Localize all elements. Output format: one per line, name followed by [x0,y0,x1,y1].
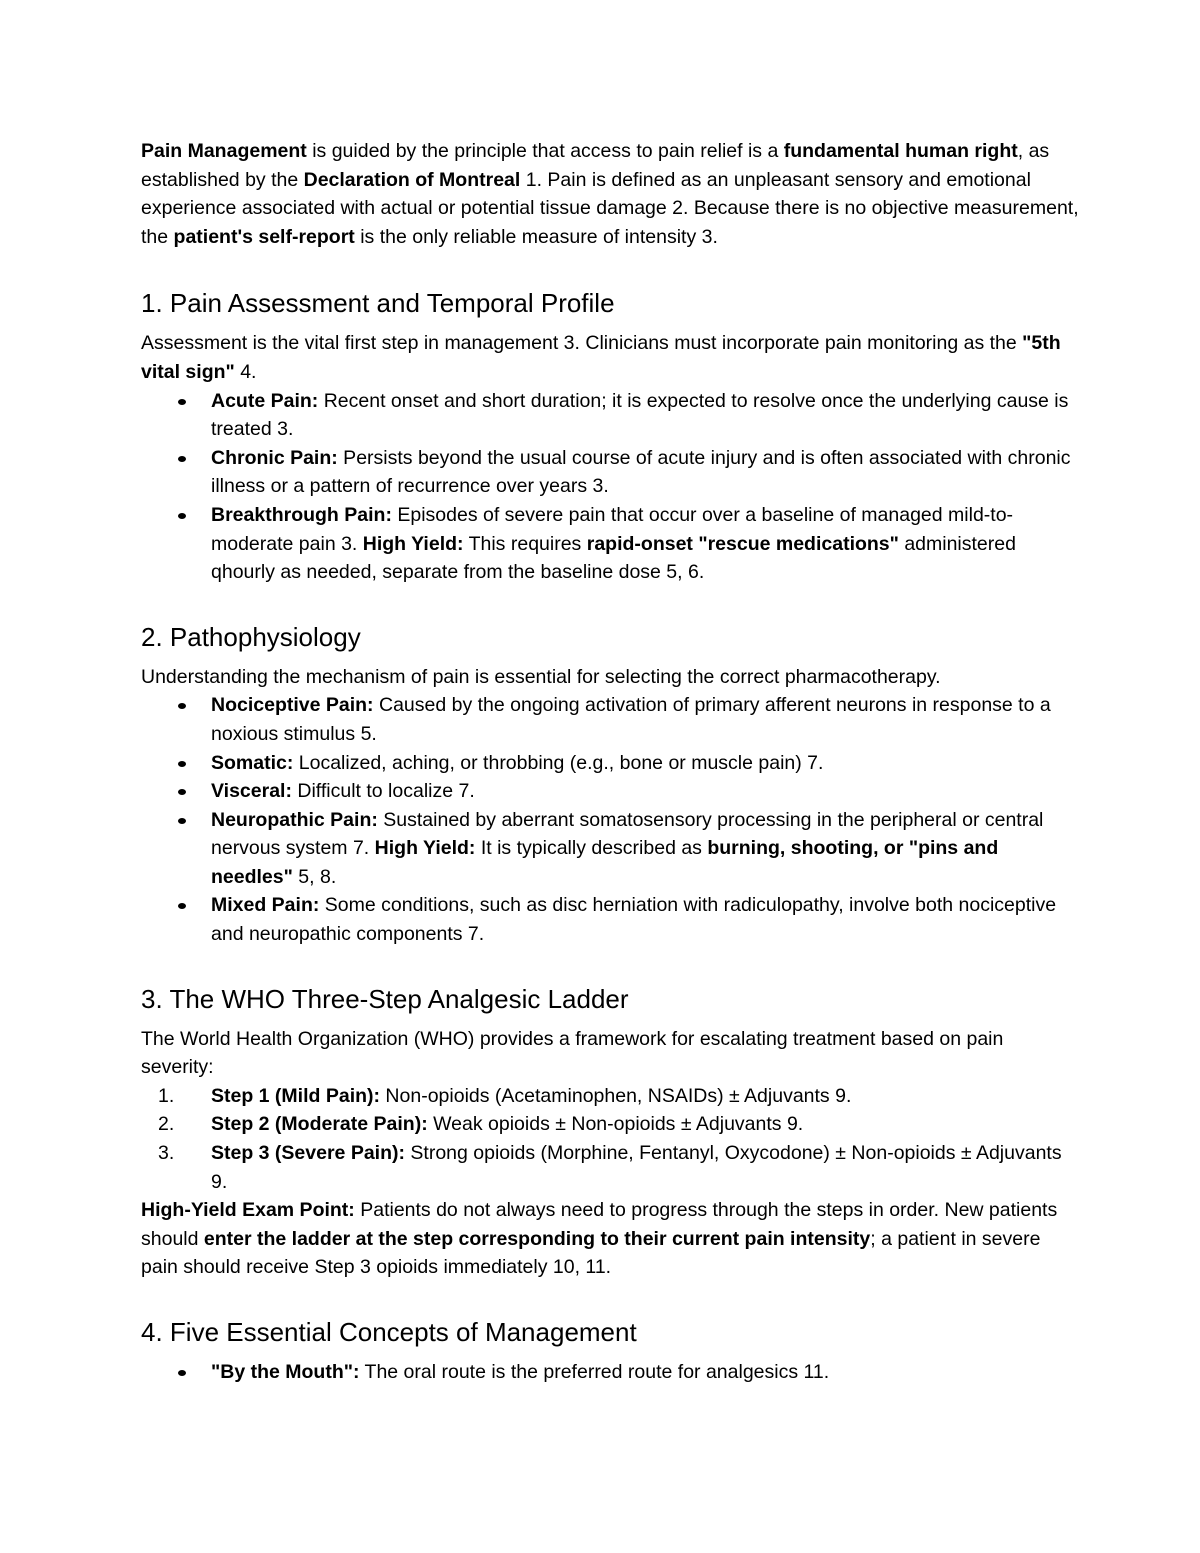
item-label: Step 3 (Severe Pain): [211,1142,405,1165]
item-text: Difficult to localize 7. [291,780,475,803]
section-five-concepts [141,1316,1080,1387]
list-item [141,1082,1080,1111]
item-text: Non-opioids (Acetaminophen, NSAIDs) ± Adjuvants 9. [380,1084,852,1107]
term-fundamental-right: fundamental human right [783,140,1018,162]
section-heading: 4. Five Essential Concepts of Management [141,1317,637,1347]
item-label: Step 2 (Moderate Pain): [211,1113,428,1136]
list-item [141,777,1080,806]
item-text: Sustained by aberrant somatosensory processing in the peripheral or central nervous system 7. [211,808,1044,860]
item-number: 2. [158,1113,175,1136]
item-label: "By the Mouth": [211,1361,360,1383]
item-text: Strong opioids (Morphine, Fentanyl, Oxycodone) ± Non-opioids ± Adjuvants 9. [211,1142,1062,1193]
item-label: Nociceptive Pain: [211,694,374,717]
term-declaration-montreal: Declaration of Montreal [303,168,521,191]
list-item [141,1358,1080,1387]
exam-point-label: High-Yield Exam Point: [141,1199,355,1222]
item-label: Breakthrough Pain: [211,503,392,526]
intro-paragraph [141,137,1080,251]
item-text: This requires [463,532,587,555]
item-text: Localized, aching, or throbbing (e.g., bone or muscle pain) 7. [293,751,824,774]
item-number: 3. [158,1142,175,1165]
section-paragraph [141,329,1080,386]
section-heading: 2. Pathophysiology [141,621,361,652]
bullet-list [141,387,1080,587]
item-emphasis: enter the ladder at the step corresponding to their current pain intensity [203,1227,871,1250]
item-label: Step 1 (Mild Pain): [211,1084,381,1107]
item-text: Caused by the ongoing activation of primary afferent neurons in response to a noxious stimulus 5. [211,694,1051,745]
item-text: Recent onset and short duration; it is expected to resolve once the underlying cause is treated 3. [211,389,1069,441]
paragraph-text: Assessment is the vital first step in management 3. Clinicians must incorporate pain monitoring as the [141,332,1023,355]
item-text: Weak opioids ± Non-opioids ± Adjuvants 9. [427,1113,804,1136]
bullet-list [141,691,1080,948]
section-heading: 1. Pain Assessment and Temporal Profile [141,288,615,319]
item-label: Somatic: [211,751,294,774]
intro-text: 1. Pain is defined as an unpleasant sensory and emotional experience associated with actual or potential tissue damage 2. Because there is no objective measurement, the [141,168,1079,248]
section-paragraph: Understanding the mechanism of pain is essential for selecting the correct pharmacotherapy. [141,665,941,688]
paragraph-text: ; a patient in severe pain should receive Step 3 opioids immediately 10, 11. [141,1227,1041,1279]
item-text: Persists beyond the usual course of acute injury and is often associated with chronic illness or a pattern of recurrence over years 3. [211,446,1071,498]
section-who-ladder [141,983,1080,1282]
section-pathophysiology [141,621,1080,949]
paragraph-text: 4. [234,360,257,383]
item-text: Episodes of severe pain that occur over a baseline of managed mild-to-moderate pain 3. [211,503,1014,555]
high-yield-label: High Yield: [374,837,476,860]
list-item [141,749,1080,778]
item-label: Chronic Pain: [211,446,338,469]
section-heading: 3. The WHO Three-Step Analgesic Ladder [141,983,629,1014]
list-item [141,1139,1080,1196]
term-5th-vital-sign: "5th vital sign" [141,332,1061,383]
list-item [141,891,1080,948]
item-number: 1. [158,1084,175,1107]
numbered-list [141,1082,1080,1196]
list-item [141,387,1080,444]
high-yield-label: High Yield: [362,532,464,555]
bullet-list [141,1358,1080,1387]
list-item [141,691,1080,748]
item-text: Some conditions, such as disc herniation with radiculopathy, involve both nociceptive and neuropathic components 7. [211,894,1057,946]
intro-text: , as established by the [141,140,1050,191]
list-item [141,806,1080,892]
paragraph-text: Patients do not always need to progress through the steps in order. New patients should [141,1199,1058,1250]
item-label: Visceral: [211,780,292,803]
list-item [141,501,1080,587]
item-label: Acute Pain: [211,389,319,412]
term-self-report: patient's self-report [173,225,355,248]
section-paragraph: The World Health Organization (WHO) provides a framework for escalating treatment based on pain severity: [141,1027,1004,1079]
intro-text: is the only reliable measure of intensity 3. [354,225,718,248]
item-label: Mixed Pain: [211,894,320,917]
section-assessment [141,287,1080,586]
intro-text: is guided by the principle that access to pain relief is a [306,140,784,162]
item-emphasis: burning, shooting, or "pins and needles" [211,837,999,888]
item-text: administered qhourly as needed, separate from the baseline dose 5, 6. [211,532,1016,584]
item-emphasis: rapid-onset "rescue medications" [586,532,899,555]
list-item [141,444,1080,501]
list-item [141,1110,1080,1139]
item-text: It is typically described as [475,837,708,860]
term-pain-management: Pain Management [141,140,307,162]
item-label: Neuropathic Pain: [211,808,378,831]
item-text: 5, 8. [292,865,337,888]
item-text: The oral route is the preferred route for analgesics 11. [359,1361,830,1383]
exam-point-paragraph [141,1196,1080,1282]
